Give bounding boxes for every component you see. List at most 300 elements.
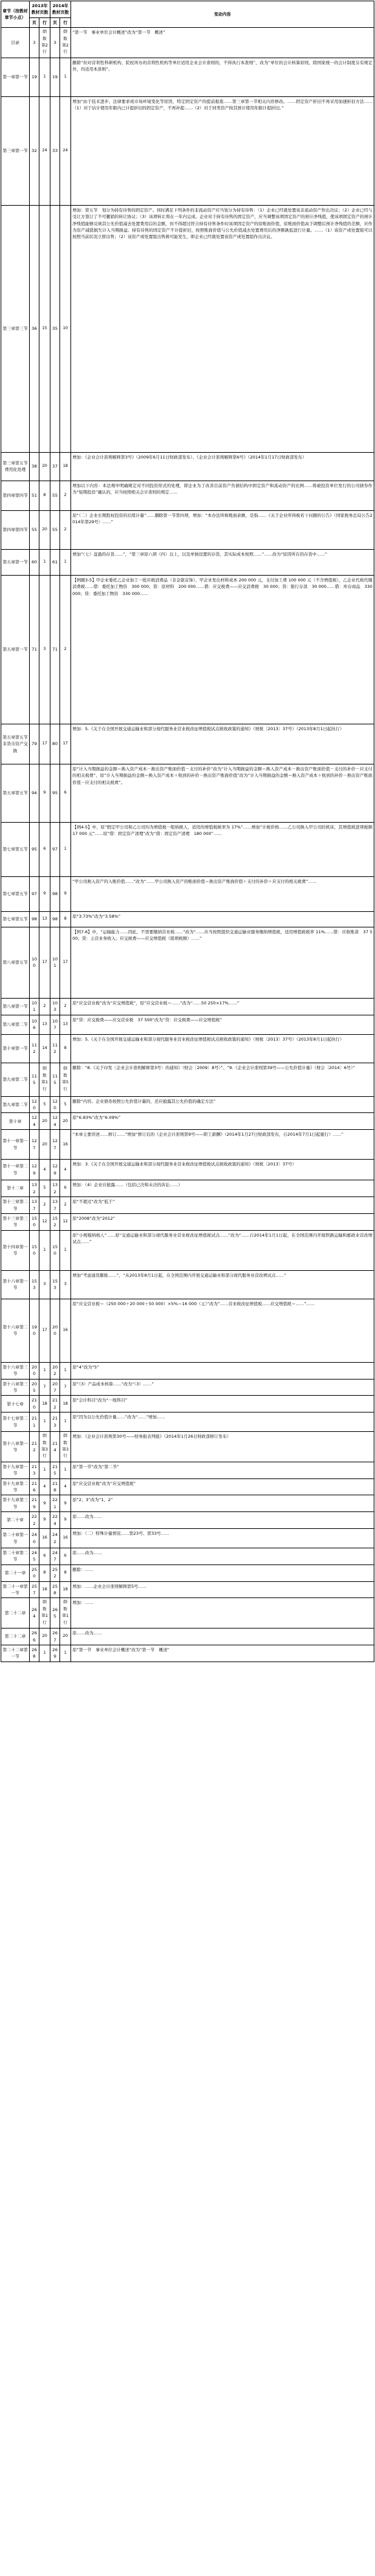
cell-chapter: 第十一章第二节	[1, 1160, 30, 1180]
cell-change-content: 增加：3.《关于在全国开展交通运输业和部分现代服务业营业税改征增值税试点税收政策的通知》（财税〔2013〕37号）	[71, 1160, 374, 1180]
table-row	[1, 927, 374, 998]
cell-line-2014: 1	[60, 1645, 71, 1661]
table-row	[1, 452, 374, 481]
cell-line-2014: 10	[60, 205, 71, 452]
table-row	[1, 1180, 374, 1197]
cell-page-2014: 202	[50, 1362, 60, 1379]
cell-change-content: 原“3.73%”改为“3.58%”	[71, 911, 374, 927]
cell-line-2013: 9	[39, 764, 50, 822]
cell-line-2014: 7	[60, 1379, 71, 1396]
cell-page-2014: 207	[50, 1379, 60, 1396]
table-row	[1, 1197, 374, 1214]
cell-page-2013: 120	[30, 1096, 39, 1113]
cell-change-content: 原“6.83%”改为“6.09%”	[71, 1113, 374, 1130]
table-row	[1, 1130, 374, 1160]
cell-page-2014: 120	[50, 1096, 60, 1113]
cell-chapter: 第八章第二节	[1, 1015, 30, 1034]
cell-page-2014: 101	[50, 927, 60, 998]
table-row	[1, 510, 374, 549]
table-row	[1, 1160, 374, 1180]
cell-page-2014: 37	[50, 452, 60, 481]
table-row	[1, 205, 374, 452]
header-page-2013: 页	[30, 17, 39, 27]
cell-page-2013: 100	[30, 927, 39, 998]
header-book-2013: 2013年教材页数	[30, 1, 50, 18]
cell-line-2013: 1	[39, 549, 50, 575]
cell-page-2013: 245	[30, 1548, 39, 1565]
cell-page-2014: 19	[50, 58, 60, 96]
cell-chapter: 第十九章第一节	[1, 1462, 30, 1478]
cell-line-2013: 9	[39, 1495, 50, 1512]
cell-page-2014: 267	[50, 1629, 60, 1645]
cell-page-2014: 152	[50, 1213, 60, 1230]
cell-chapter: 第十二章	[1, 1180, 30, 1197]
cell-chapter: 第二十二章	[1, 1598, 30, 1629]
table-row	[1, 1432, 374, 1462]
cell-chapter: 第十四章第一节	[1, 1230, 30, 1270]
header-book-2014: 2014年教材页数	[50, 1, 71, 18]
cell-page-2014: 35	[50, 205, 60, 452]
cell-line-2014: 8	[60, 1564, 71, 1581]
table-row	[1, 28, 374, 58]
cell-page-2014: 215	[50, 1462, 60, 1478]
cell-page-2013: 106	[30, 1015, 39, 1034]
cell-page-2013: 240	[30, 1529, 39, 1548]
cell-chapter: 第二十章	[1, 1512, 30, 1529]
cell-page-2013: 94	[30, 764, 39, 822]
cell-line-2013: 6	[39, 1548, 50, 1565]
cell-page-2014: 115	[50, 1063, 60, 1096]
cell-chapter: 第五章第一节	[1, 549, 30, 575]
cell-change-content: 原“会计科目”改为“一级科目”	[71, 1396, 374, 1412]
cell-page-2013: 115	[30, 1063, 39, 1096]
cell-change-content: 增加：《企业会计准则第30号——财务报表列报》（2014年1月26日财政部修订发布）	[71, 1432, 374, 1462]
cell-line-2014: 16	[60, 1529, 71, 1548]
cell-line-2013: 倒数第1行	[39, 1063, 50, 1096]
cell-line-2013: 9	[39, 1512, 50, 1529]
cell-page-2013: 268	[30, 1645, 39, 1661]
cell-page-2013: 212	[30, 1432, 39, 1462]
change-table	[1, 1, 374, 1662]
cell-change-content: 删除：……	[71, 1564, 374, 1581]
cell-page-2013: 200	[30, 1362, 39, 1379]
cell-line-2014: 18	[60, 452, 71, 481]
cell-line-2014: 20	[60, 1629, 71, 1645]
cell-chapter: 第十章	[1, 1113, 30, 1130]
cell-line-2014: 1	[60, 822, 71, 876]
cell-change-content: 原“应交营业税＝（250 000＋20 000＋50 000）×5%＝16 000（元）”改为“……营业税改征增值税……应交增值税＝……”……	[71, 1299, 374, 1362]
cell-change-content: 增加：（二）特殊计量情况……第23号、第33号……	[71, 1529, 374, 1548]
cell-page-2013: 250	[30, 1564, 39, 1581]
table-row	[1, 764, 374, 822]
cell-page-2014: 221	[50, 1495, 60, 1512]
cell-line-2013: 20	[39, 510, 50, 549]
cell-page-2013: 132	[30, 1180, 39, 1197]
header-page-2014: 页	[50, 17, 60, 27]
cell-line-2014: 2	[60, 1197, 71, 1214]
cell-chapter: 第十六章第三节	[1, 1362, 30, 1379]
cell-change-content: 原“小规模纳税人”……原“交通运输业和部分现代服务业营业税改征增值税试点……”改为“……自2014年1月1日起，在全国范围内开展铁路运输和邮政业营改增试点……”	[71, 1230, 374, 1270]
cell-line-2014: 3	[60, 1270, 71, 1299]
cell-page-2014: 212	[50, 1396, 60, 1412]
table-row	[1, 1063, 374, 1096]
cell-change-content: “本章主要讲述……修订……”增加“修订后的《企业会计准则第9号——职工薪酬》（2014年1月27日财政部发布，自2014年7月1日起施行）……”	[71, 1130, 374, 1160]
cell-page-2013: 150	[30, 1213, 39, 1230]
cell-page-2013: 257	[30, 1581, 39, 1598]
table-row	[1, 58, 374, 96]
cell-page-2014: 200	[50, 1299, 60, 1362]
cell-page-2013: 98	[30, 911, 39, 927]
cell-chapter: 第九章第二节	[1, 1063, 30, 1096]
cell-chapter: 第七章第五节	[1, 876, 30, 911]
cell-change-content: 增加“（七）盘盈的存货……”，“第三章原六项（四）以上，以及单独设置的存货，其实际成本按照……”……改为“原因所在的存货中……”	[71, 549, 374, 575]
table-row	[1, 1645, 374, 1661]
cell-chapter: 第十三章第二节	[1, 1197, 30, 1214]
cell-line-2014: 12	[60, 1213, 71, 1230]
cell-page-2013: 79	[30, 724, 39, 764]
cell-page-2014: 153	[50, 1270, 60, 1299]
cell-chapter: 第十七章第二节	[1, 1412, 30, 1432]
cell-page-2014: 218	[50, 1478, 60, 1495]
cell-page-2014: 80	[50, 724, 60, 764]
cell-chapter: 第十六章第一节	[1, 1270, 30, 1299]
cell-page-2013: 150	[30, 1230, 39, 1270]
cell-chapter: 第三章第一节	[1, 96, 30, 205]
cell-chapter: 第二十章第一节	[1, 1529, 30, 1548]
cell-change-content: 增加“由于技术进步、法律要求或市场环境变化等原因，特定固定资产的提前报废……第三章第一节相关内容修改。……固定资产折旧不再采用加速折旧方法……（1）对于估计使用年限内已计提折旧的固定资产，不再补提……（2）对于同类资产按其预计使用年限计提折旧。”	[71, 96, 374, 205]
cell-page-2014: 98	[50, 876, 60, 911]
cell-line-2014: 1	[60, 549, 71, 575]
table-row	[1, 1462, 374, 1478]
cell-page-2014: 258	[50, 1581, 60, 1598]
cell-line-2013: 2	[39, 998, 50, 1015]
cell-line-2013: 20	[39, 1113, 50, 1130]
table-row	[1, 1299, 374, 1362]
cell-line-2014: 8	[60, 1034, 71, 1063]
cell-page-2014: 98	[50, 911, 60, 927]
cell-page-2014: 127	[50, 1130, 60, 1160]
cell-page-2014: 214	[50, 1432, 60, 1462]
header-line-2014: 行	[60, 17, 71, 27]
cell-change-content: 原“2、3”改为“1、2”	[71, 1495, 374, 1512]
cell-line-2013: 1	[39, 1230, 50, 1270]
cell-line-2013: 3	[39, 575, 50, 724]
cell-chapter: 目录	[1, 28, 30, 58]
table-row	[1, 1270, 374, 1299]
cell-line-2014: 倒数第1行	[60, 1598, 71, 1629]
cell-page-2014: 242	[50, 1529, 60, 1548]
cell-line-2014: 1	[60, 58, 71, 96]
table-row	[1, 481, 374, 510]
table-row	[1, 1629, 374, 1645]
header-chapter: 章节（按教材章节小点）	[1, 1, 30, 28]
cell-page-2014: 97	[50, 822, 60, 876]
cell-chapter: 第二十一章第一节	[1, 1581, 30, 1598]
cell-change-content: 原“2008”改为“2012”	[71, 1213, 374, 1230]
cell-page-2013: 32	[30, 96, 39, 205]
cell-line-2014: 9	[60, 1495, 71, 1512]
table-row	[1, 1230, 374, 1270]
table-body	[1, 28, 374, 1662]
cell-page-2013: 205	[30, 1379, 39, 1396]
cell-page-2013: 51	[30, 481, 39, 510]
cell-page-2013: 213	[30, 1462, 39, 1478]
cell-page-2013: 219	[30, 1495, 39, 1512]
cell-line-2013: 1	[39, 1462, 50, 1478]
cell-change-content: 【例题3-5】甲企业委托乙企业加工一批应税消费品（非金银首饰），甲企业发出材料成本 200 000 元，支付加工费 100 000 元（不含增值税），乙企业代收代缴消费税……借：委托加工物资 300 000；贷：原材料 200 000……借：应交税费——应交消费税 30 000；贷：银行存款 30 000……借：库存商品 330 000；贷：委托加工物资 330 000……	[71, 575, 374, 724]
cell-line-2014: 6	[60, 1548, 71, 1565]
cell-change-content: 原“第一节”改为“第二节”	[71, 1462, 374, 1478]
cell-chapter: 第四章第四节	[1, 481, 30, 510]
cell-line-2013: 7	[39, 1379, 50, 1396]
cell-line-2014: 24	[60, 96, 71, 205]
cell-change-content: 增加：5.《关于在全国开展交通运输业和部分现代服务业营业税改征增值税试点税收政策的通知》（财税〔2013〕37号）（2013年8月1日起执行）	[71, 1034, 374, 1063]
cell-page-2013: 36	[30, 205, 39, 452]
cell-page-2013: 71	[30, 575, 39, 724]
cell-chapter: 第三章第五节费用化处理	[1, 452, 30, 481]
table-row	[1, 1478, 374, 1495]
cell-chapter: 第五章第五节	[1, 764, 30, 822]
cell-line-2014: 1	[60, 1412, 71, 1432]
cell-chapter: 第十七章	[1, 1396, 30, 1412]
cell-line-2013: 1	[39, 58, 50, 96]
cell-line-2014: 6	[60, 764, 71, 822]
cell-change-content: 原……改为……	[71, 1512, 374, 1529]
cell-change-content: “第一节 事业单位会计概述”改为“第一节 概述”	[71, 28, 374, 58]
cell-chapter: 第七章第五节	[1, 822, 30, 876]
cell-page-2013: 127	[30, 1130, 39, 1160]
cell-page-2013: 129	[30, 1160, 39, 1180]
cell-change-content: 增加：……	[71, 1598, 374, 1629]
cell-line-2013: 1	[39, 1412, 50, 1432]
cell-change-content: 增加：……企业会计准则解释第5号……	[71, 1581, 374, 1598]
cell-chapter: 第二十二章	[1, 1629, 30, 1645]
table-row	[1, 96, 374, 205]
cell-page-2014: 112	[50, 1034, 60, 1063]
cell-page-2014: 137	[50, 1197, 60, 1214]
table-row	[1, 998, 374, 1015]
cell-line-2013: 17	[39, 927, 50, 998]
cell-page-2013: 210	[30, 1396, 39, 1412]
cell-page-2013: 95	[30, 822, 39, 876]
cell-change-content: 原……改为……	[71, 1548, 374, 1565]
cell-chapter: 第十六章第二节	[1, 1299, 30, 1362]
cell-line-2013: 24	[39, 96, 50, 205]
cell-line-2014: 8	[60, 911, 71, 927]
cell-chapter: 第七章第五节	[1, 911, 30, 927]
cell-line-2014: 16	[60, 1299, 71, 1362]
table-row	[1, 1495, 374, 1512]
table-row	[1, 1512, 374, 1529]
cell-page-2014: 129	[50, 1160, 60, 1180]
cell-page-2013: 153	[30, 1270, 39, 1299]
cell-line-2014: 20	[60, 1113, 71, 1130]
cell-line-2014: 13	[60, 1015, 71, 1034]
table-row	[1, 1362, 374, 1379]
cell-change-content: 增加“考虑通货膨胀……”，“从2013年8月1日起，在全国范围内开展交通运输业和部分现代服务业营改增试点……”	[71, 1270, 374, 1299]
cell-line-2013: 8	[39, 481, 50, 510]
cell-line-2014: 1	[60, 1462, 71, 1478]
cell-chapter: 第十九章第三节	[1, 1495, 30, 1512]
cell-page-2013: 112	[30, 1034, 39, 1063]
cell-line-2014: 17	[60, 724, 71, 764]
cell-page-2013: 266	[30, 1629, 39, 1645]
cell-line-2013: 9	[39, 876, 50, 911]
cell-change-content: 原“应交营业税”改为“应交增值税”，原“应交营业税＝……”改为“……50 250×17%……”	[71, 998, 374, 1015]
table-row	[1, 1548, 374, 1565]
cell-line-2013: 倒数第2行	[39, 28, 50, 58]
header-row-1	[1, 1, 374, 18]
table-row	[1, 911, 374, 927]
cell-change-content: 原“不超过”改为“低于”	[71, 1197, 374, 1214]
cell-page-2014: 247	[50, 1548, 60, 1565]
cell-change-content: 删除“但对营利性科研机构、院校所办的营利性机构等单位适用企业会计准则的，不得执行本准则”，改为“单位的会计核算原则，除国家统一的会计制度另有规定外，均适用本准则”。	[71, 58, 374, 96]
cell-line-2013: 5	[39, 1096, 50, 1113]
table-row	[1, 1564, 374, 1581]
cell-chapter: 第十六章第三节	[1, 1379, 30, 1396]
cell-change-content: 【例7-6】中，“运输能力……因此，不需要缴纳营业税……”改为“……应当按照提供交通运输业服务缴纳增值税，适用增值税税率 11%……借：应收账款 37 500；贷：主营业务收入；应交税费——应交增值税（销项税额）……”	[71, 927, 374, 998]
cell-chapter: 第三章第三节	[1, 205, 30, 452]
cell-change-content: 原“4”改为“5”	[71, 1362, 374, 1379]
table-row	[1, 575, 374, 724]
cell-line-2014: 倒数第5行	[60, 1063, 71, 1096]
cell-line-2013: 6	[39, 822, 50, 876]
cell-line-2013: 1	[39, 1362, 50, 1379]
cell-chapter: 第十一章第一节	[1, 1130, 30, 1160]
cell-line-2013: 倒数第1行	[39, 1598, 50, 1629]
cell-page-2014: 150	[50, 1230, 60, 1270]
cell-line-2013: 16	[39, 1529, 50, 1548]
cell-line-2013: 13	[39, 1015, 50, 1034]
table-row	[1, 822, 374, 876]
cell-page-2013: 60	[30, 549, 39, 575]
cell-line-2014: 4	[60, 1160, 71, 1180]
cell-page-2014: 61	[50, 549, 60, 575]
cell-page-2014: 95	[50, 764, 60, 822]
cell-page-2013: 3	[30, 28, 39, 58]
cell-change-content: 原“贷：应交税费——应交营业税 37 500”改为“贷：应交税费——应交增值税”	[71, 1015, 374, 1034]
cell-page-2014: 3	[50, 28, 60, 58]
cell-line-2013: 18	[39, 1396, 50, 1412]
cell-page-2014: 33	[50, 96, 60, 205]
header-line-2013: 行	[39, 17, 50, 27]
table-row	[1, 1034, 374, 1063]
cell-line-2013: 1	[39, 1645, 50, 1661]
cell-page-2014: 213	[50, 1412, 60, 1432]
cell-change-content: 增加：5.《关于在全国开展交通运输业和部分现代服务业营业税改征增值税试点税收政策的通知》（财税〔2013〕37号）（2013年8月1日起执行）	[71, 724, 374, 764]
cell-change-content: 增加：《企业会计准则解释第3号》（2009年6月11日财政部发布）、《企业会计准则解释第6号》（2014年1月17日财政部发布）	[71, 452, 374, 481]
table-row	[1, 876, 374, 911]
cell-change-content: 原“（3）产品成本核算……”改为“（3）……”	[71, 1379, 374, 1396]
cell-line-2014: 9	[60, 1512, 71, 1529]
cell-line-2013: 8	[39, 1564, 50, 1581]
cell-change-content: 原“应交营业税”改为“应交增值税”	[71, 1478, 374, 1495]
cell-chapter: 第九章第二节	[1, 1096, 30, 1113]
table-row	[1, 1379, 374, 1396]
cell-chapter: 第八章第五节	[1, 927, 30, 998]
table-row	[1, 1096, 374, 1113]
cell-page-2014: 252	[50, 1564, 60, 1581]
cell-line-2014: 6	[60, 1180, 71, 1197]
cell-page-2013: 101	[30, 998, 39, 1015]
cell-line-2014: 17	[60, 927, 71, 998]
cell-page-2013: 211	[30, 1412, 39, 1432]
cell-line-2013: 4	[39, 1478, 50, 1495]
cell-line-2013: 12	[39, 1213, 50, 1230]
cell-change-content: 删除：“8.《关于印发〈企业会计准则解释第3号〉的通知》（财会〔2009〕8号）”、“9.《企业会计准则第39号——公允价值计量》（财会〔2014〕6号）”	[71, 1063, 374, 1096]
cell-line-2014: 9	[60, 876, 71, 911]
cell-line-2013: 15	[39, 205, 50, 452]
cell-page-2013: 264	[30, 1598, 39, 1629]
cell-line-2014: 18	[60, 1581, 71, 1598]
cell-page-2014: 103	[50, 998, 60, 1015]
cell-chapter: 第八章第一节	[1, 998, 30, 1015]
cell-change-content: 原“因为以公允价值计量……”改为“……”增加……	[71, 1412, 374, 1432]
cell-change-content: 【例4-5】中，原“假定甲公司和乙公司均为增值税一般纳税人，适用的增值税税率为 17%”……增加“计税价格……乙公司换入甲公司的机床，其增值税进项税额 17 000 元”……原“借：固定资产清理”改为“借：固定资产清理 180 000”……	[71, 822, 374, 876]
cell-chapter: 第一章第一节	[1, 58, 30, 96]
cell-line-2014: 4	[60, 1478, 71, 1495]
cell-line-2014: 倒数第3行	[60, 1432, 71, 1462]
cell-line-2014: 1	[60, 1230, 71, 1270]
cell-line-2013: 2	[39, 1197, 50, 1214]
cell-change-content: “甲公司换入资产的入账价值……”改为“……甲公司换入资产的账面价值＝换出资产账面价值＋支付的补价＋应支付的相关税费”……	[71, 876, 374, 911]
table-row	[1, 1015, 374, 1034]
table-row	[1, 1581, 374, 1598]
table-row	[1, 1598, 374, 1629]
cell-page-2014: 55	[50, 510, 60, 549]
cell-line-2013: 17	[39, 1299, 50, 1362]
cell-chapter: 第二十二章第一节	[1, 1645, 30, 1661]
cell-chapter: 第二十一章	[1, 1564, 30, 1581]
cell-line-2014: 倒数第2行	[60, 28, 71, 58]
change-table-container	[1, 1, 374, 1662]
cell-change-content: 增加：第五节 划分为持有待售的固定资产。同时满足下列条件的非流动资产应当划分为持有待售：（1）企业已经就处置该非流动资产作出决议；（2）企业已经与受让方签订了不可撤销的转让协议；（3）该项转让将在一年内完成。企业对于持有待售的固定资产，应当调整该项固定资产的预计净残值，使该项固定资产的预计净残值能够反映其公允价值减去处置费用后的金额，但不得超过符合持有待售条件时该项固定资产的原账面价值，原账面价值高于调整后预计净残值的差额，应作为资产减值损失计入当期损益。持有待售的固定资产不计提折旧，按照账面价值与公允价值减去处置费用后的净额孰低进行计量。……（1）该资产或处置组可以按照当前状况立即出售；（2）该资产或处置组出售极可能发生，即企业已经就处置该资产或处置组作出决议。	[71, 205, 374, 452]
cell-page-2014: 269	[50, 1645, 60, 1661]
table-row	[1, 724, 374, 764]
table-row	[1, 1213, 374, 1230]
cell-line-2014: 18	[60, 1396, 71, 1412]
cell-line-2014: 5	[60, 1096, 71, 1113]
cell-chapter: 第二十章第二节	[1, 1548, 30, 1565]
cell-line-2013: 13	[39, 911, 50, 927]
cell-change-content: 原……改为……	[71, 1629, 374, 1645]
cell-page-2014: 107	[50, 1015, 60, 1034]
cell-line-2013: 20	[39, 1130, 50, 1160]
cell-page-2014: 71	[50, 575, 60, 724]
cell-change-content: 原“计入当期损益的金额＝换入资产成本－换出资产账面价值－支付的补价”改为“计入当期损益的金额＝换入资产成本－换出资产账面价值－支付的补价－应支付的相关税费”，原“计入当期损益的金额＝换入资产成本＋收到的补价－换出资产账面价值”改为“计入当期损益的金额＝换入资产成本＋收到的补价－换出资产账面价值－应支付的相关税费”。	[71, 764, 374, 822]
table-row	[1, 1113, 374, 1130]
cell-page-2013: 222	[30, 1512, 39, 1529]
cell-line-2013: 18	[39, 1581, 50, 1598]
cell-line-2014: 16	[60, 1130, 71, 1160]
cell-page-2013: 190	[30, 1299, 39, 1362]
cell-line-2013: 倒数第3行	[39, 1432, 50, 1462]
header-change: 变动内容	[71, 1, 374, 28]
cell-page-2014: 265	[50, 1598, 60, 1629]
cell-page-2013: 97	[30, 876, 39, 911]
cell-line-2014: 2	[60, 481, 71, 510]
cell-page-2014: 55	[50, 481, 60, 510]
cell-line-2014: 2	[60, 575, 71, 724]
cell-line-2013: 20	[39, 452, 50, 481]
cell-chapter: 第五章第一节	[1, 575, 30, 724]
cell-chapter: 第十九章第二节	[1, 1478, 30, 1495]
cell-page-2014: 224	[50, 1512, 60, 1529]
cell-line-2013: 4	[39, 1160, 50, 1180]
cell-chapter: 第十三章第三节	[1, 1213, 30, 1230]
cell-page-2013: 124	[30, 1113, 39, 1130]
cell-page-2013: 137	[30, 1197, 39, 1214]
